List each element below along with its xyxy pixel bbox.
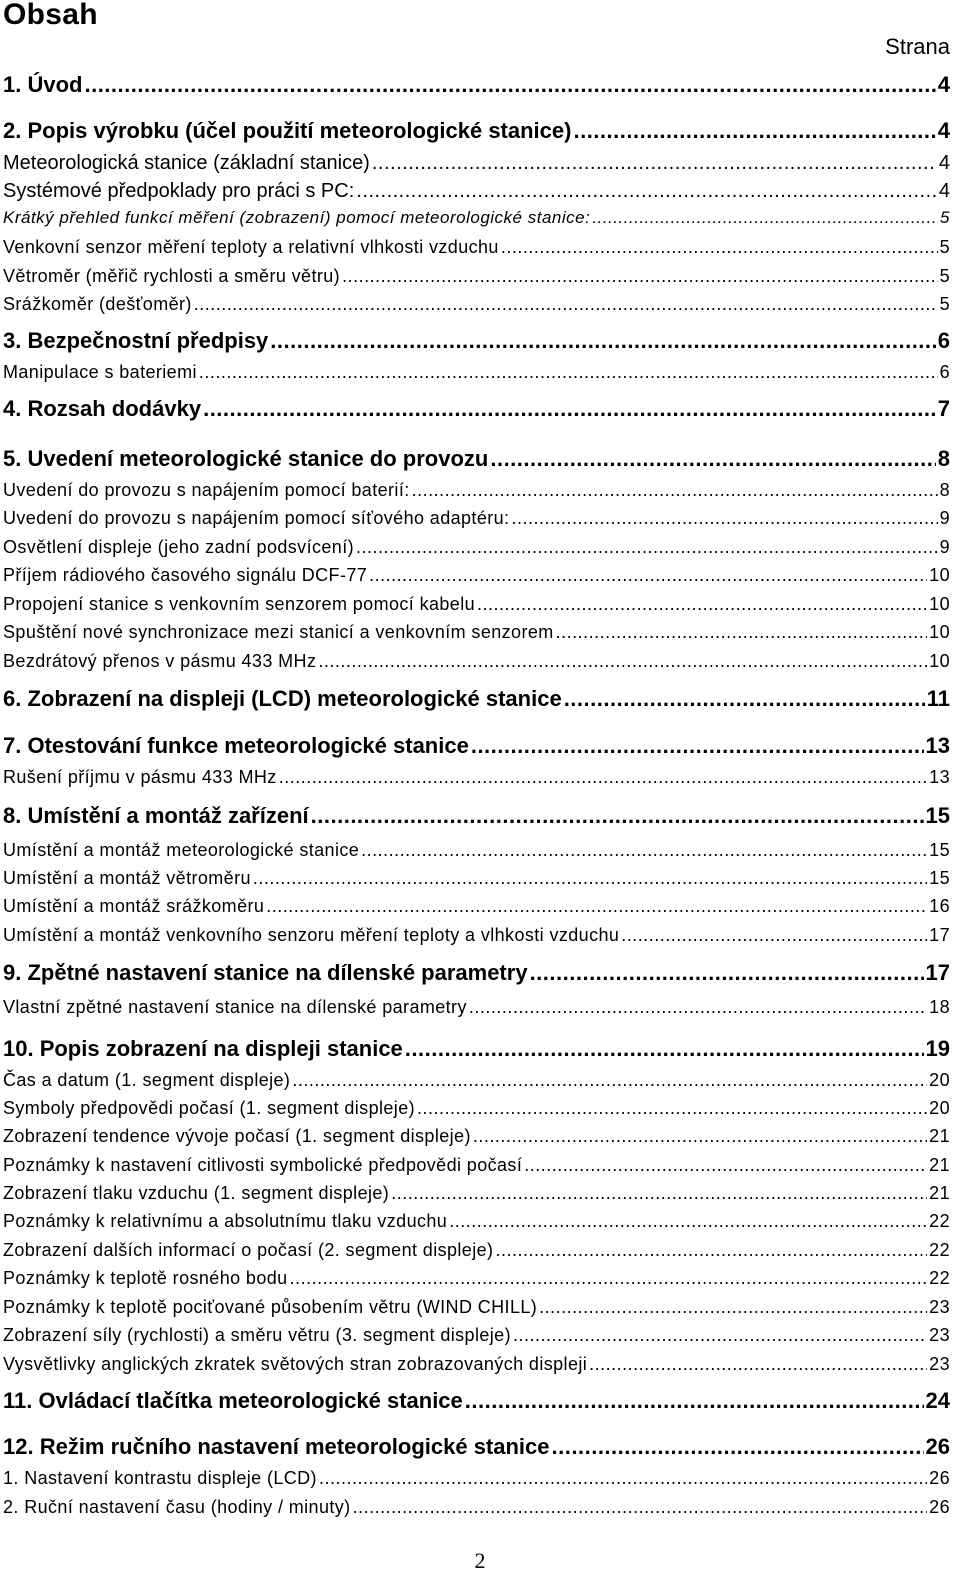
toc-entry[interactable]: [3, 767, 950, 788]
toc-leader-dots: [266, 896, 927, 917]
toc-entry[interactable]: [3, 840, 950, 861]
toc-leader-dots: [203, 396, 936, 422]
toc-entry[interactable]: [3, 733, 950, 759]
toc-entry[interactable]: [3, 651, 950, 672]
toc-leader-dots: [513, 1325, 927, 1346]
toc-entry-page: 21: [929, 1183, 950, 1203]
toc-entry-title: Umístění a montáž venkovního senzoru měření teploty a vlhkosti vzduchu: [3, 925, 620, 945]
toc-entry-title: 12. Režim ručního nastavení meteorologické stanice: [3, 1434, 550, 1459]
toc-entry-page: 4: [938, 180, 950, 202]
toc-leader-dots: [353, 1497, 928, 1518]
toc-entry[interactable]: [3, 686, 950, 712]
toc-entry-title: Větroměr (měřič rychlosti a směru větru): [3, 266, 341, 286]
toc-entry[interactable]: [3, 1297, 950, 1318]
toc-entry[interactable]: [3, 868, 950, 889]
document-title: Obsah: [3, 0, 98, 31]
toc-entry[interactable]: [3, 1211, 950, 1232]
toc-leader-dots: [524, 1155, 927, 1176]
toc-entry-page: 16: [929, 896, 950, 916]
toc-entry-page: 9: [939, 508, 950, 528]
toc-entry-title: Systémové předpoklady pro práci s PC:: [3, 180, 355, 202]
toc-entry[interactable]: [3, 1497, 950, 1518]
toc-entry-page: 17: [925, 960, 950, 985]
toc-entry-title: 7. Otestování funkce meteorologické stanice: [3, 733, 469, 758]
toc-leader-dots: [592, 208, 938, 228]
toc-entry-page: 20: [929, 1070, 950, 1090]
toc-entry-page: 15: [929, 840, 950, 860]
toc-entry-page: 10: [929, 594, 950, 614]
toc-entry-page: 21: [929, 1126, 950, 1146]
toc-leader-dots: [501, 237, 938, 258]
toc-entry[interactable]: [3, 72, 950, 98]
toc-entry[interactable]: [3, 1325, 950, 1346]
toc-leader-dots: [465, 1388, 924, 1414]
toc-leader-dots: [253, 868, 927, 889]
toc-entry[interactable]: [3, 152, 950, 175]
toc-entry-title: 2. Popis výrobku (účel použití meteorologické stanice): [3, 118, 572, 143]
toc-leader-dots: [490, 446, 935, 472]
toc-entry-title: 5. Uvedení meteorologické stanice do provozu: [3, 446, 489, 471]
toc-entry-title: 6. Zobrazení na displeji (LCD) meteorologické stanice: [3, 686, 562, 711]
toc-entry-page: 5: [939, 266, 950, 286]
toc-leader-dots: [292, 1070, 927, 1091]
toc-entry-title: Poznámky k teplotě pociťované působením větru (WIND CHILL): [3, 1297, 538, 1317]
toc-leader-dots: [319, 1468, 927, 1489]
page-number: 2: [474, 1548, 486, 1573]
toc-leader-dots: [564, 686, 925, 712]
toc-entry[interactable]: [3, 508, 950, 529]
toc-entry-title: Uvedení do provozu s napájením pomocí síťového adaptéru:: [3, 508, 510, 528]
toc-entry-page: 5: [939, 294, 950, 314]
toc-entry-title: Umístění a montáž meteorologické stanice: [3, 840, 360, 860]
toc-entry-page: 11: [926, 686, 950, 711]
toc-entry[interactable]: [3, 997, 950, 1018]
toc-entry-title: Meteorologická stanice (základní stanice): [3, 152, 370, 174]
toc-entry-page: 13: [925, 733, 950, 758]
toc-entry[interactable]: [3, 925, 950, 946]
toc-entry-page: 22: [929, 1268, 950, 1288]
toc-entry-title: Bezdrátový přenos v pásmu 433 MHz: [3, 651, 317, 671]
toc-leader-dots: [405, 1036, 924, 1062]
toc-entry-page: 8: [937, 446, 950, 471]
toc-entry[interactable]: [3, 1183, 950, 1204]
toc-entry-title: 1. Úvod: [3, 72, 83, 97]
toc-entry-title: Symboly předpovědi počasí (1. segment displeje): [3, 1098, 416, 1118]
toc-entry-page: 9: [939, 537, 950, 557]
toc-entry-title: Umístění a montáž větroměru: [3, 868, 251, 888]
toc-entry-page: 23: [929, 1354, 950, 1374]
toc-entry-page: 15: [925, 803, 950, 828]
toc-leader-dots: [469, 997, 927, 1018]
toc-leader-dots: [539, 1297, 927, 1318]
toc-leader-dots: [573, 118, 935, 144]
toc-entry-title: Čas a datum (1. segment displeje): [3, 1070, 291, 1090]
toc-entry-title: Zobrazení síly (rychlosti) a směru větru (3. segment displeje): [3, 1325, 511, 1345]
toc-leader-dots: [477, 594, 927, 615]
toc-entry-title: Poznámky k relativnímu a absolutnímu tlaku vzduchu: [3, 1211, 448, 1231]
toc-entry[interactable]: [3, 594, 950, 615]
toc-entry-page: 26: [929, 1468, 950, 1488]
toc-entry-title: Poznámky k nastavení citlivosti symbolické předpovědi počasí: [3, 1155, 523, 1175]
toc-entry-title: 9. Zpětné nastavení stanice na dílenské parametry: [3, 960, 528, 985]
toc-entry-page: 23: [929, 1325, 950, 1345]
toc-entry[interactable]: [3, 266, 950, 287]
toc-entry-title: Rušení příjmu v pásmu 433 MHz: [3, 767, 277, 787]
toc-entry[interactable]: [3, 446, 950, 472]
toc-leader-dots: [552, 1434, 924, 1460]
toc-entry[interactable]: [3, 118, 950, 144]
toc-entry-page: 22: [929, 1240, 950, 1260]
toc-leader-dots: [417, 1098, 927, 1119]
toc-entry-page: 10: [929, 565, 950, 585]
toc-entry-title: 11. Ovládací tlačítka meteorologické stanice: [3, 1388, 463, 1413]
toc-entry-title: Krátký přehled funkcí měření (zobrazení) pomocí meteorologické stanice:: [3, 208, 591, 227]
toc-entry-page: 5: [939, 237, 950, 257]
toc-entry-page: 18: [929, 997, 950, 1017]
toc-entry[interactable]: [3, 1388, 950, 1414]
toc-entry-title: Poznámky k teplotě rosného bodu: [3, 1268, 288, 1288]
toc-entry-title: 4. Rozsah dodávky: [3, 396, 202, 421]
toc-leader-dots: [621, 925, 927, 946]
toc-leader-dots: [391, 1183, 927, 1204]
toc-leader-dots: [84, 72, 935, 98]
toc-entry-page: 13: [929, 767, 950, 787]
toc-entry[interactable]: [3, 294, 950, 315]
toc-entry-title: Spuštění nové synchronizace mezi stanicí a venkovním senzorem: [3, 622, 554, 642]
toc-entry-title: 3. Bezpečnostní předpisy: [3, 328, 269, 353]
toc-entry[interactable]: [3, 1434, 950, 1460]
toc-leader-dots: [356, 180, 937, 203]
toc-entry-title: Umístění a montáž srážkoměru: [3, 896, 265, 916]
toc-entry-page: 7: [937, 396, 950, 421]
toc-leader-dots: [511, 508, 937, 529]
toc-entry[interactable]: [3, 1354, 950, 1375]
toc-entry-title: Uvedení do provozu s napájením pomocí baterií:: [3, 480, 410, 500]
toc-leader-dots: [372, 152, 937, 175]
toc-leader-dots: [471, 733, 924, 759]
toc-leader-dots: [495, 1240, 927, 1261]
toc-leader-dots: [199, 362, 938, 383]
toc-leader-dots: [589, 1354, 927, 1375]
toc-entry-title: Zobrazení tendence vývoje počasí (1. segment displeje): [3, 1126, 471, 1146]
toc-entry-page: 26: [929, 1497, 950, 1517]
toc-leader-dots: [270, 328, 935, 354]
page-column-label: Strana: [885, 34, 950, 59]
toc-entry[interactable]: [3, 328, 950, 354]
toc-entry-page: 10: [929, 651, 950, 671]
toc-entry[interactable]: [3, 803, 950, 829]
toc-entry-page: 4: [937, 118, 950, 143]
toc-leader-dots: [556, 622, 928, 643]
toc-entry-page: 4: [937, 72, 950, 97]
toc-leader-dots: [194, 294, 938, 315]
toc-entry-title: Zobrazení dalších informací o počasí (2. segment displeje): [3, 1240, 494, 1260]
toc-entry-page: 20: [929, 1098, 950, 1118]
toc-entry-page: 22: [929, 1211, 950, 1231]
toc-entry-page: 21: [929, 1155, 950, 1175]
toc-entry-page: 6: [937, 328, 950, 353]
toc-entry-title: Osvětlení displeje (jeho zadní podsvícení): [3, 537, 354, 557]
toc-entry-title: Příjem rádiového časového signálu DCF-77: [3, 565, 368, 585]
toc-entry[interactable]: [3, 396, 950, 422]
toc-entry-title: Vlastní zpětné nastavení stanice na dílenské parametry: [3, 997, 467, 1017]
toc-entry-title: 2. Ruční nastavení času (hodiny / minuty): [3, 1497, 351, 1517]
toc-leader-dots: [356, 537, 938, 558]
toc-entry[interactable]: [3, 622, 950, 643]
toc-entry[interactable]: [3, 896, 950, 917]
toc-leader-dots: [361, 840, 927, 861]
toc-leader-dots: [342, 266, 938, 287]
toc-entry-page: 10: [929, 622, 950, 642]
toc-leader-dots: [473, 1126, 927, 1147]
toc-entry[interactable]: [3, 362, 950, 383]
toc-entry[interactable]: [3, 960, 950, 986]
toc-leader-dots: [318, 651, 927, 672]
toc-leader-dots: [530, 960, 924, 986]
toc-entry-title: Manipulace s bateriemi: [3, 362, 197, 382]
toc-leader-dots: [369, 565, 927, 586]
toc-entry[interactable]: [3, 480, 950, 501]
toc-entry-page: 24: [925, 1388, 950, 1413]
toc-entry-page: 6: [939, 362, 950, 382]
toc-entry[interactable]: [3, 1036, 950, 1062]
toc-entry[interactable]: [3, 1468, 950, 1489]
toc-entry-page: 19: [925, 1036, 950, 1061]
toc-entry-title: 1. Nastavení kontrastu displeje (LCD): [3, 1468, 317, 1488]
toc-entry[interactable]: [3, 1268, 950, 1289]
toc-entry-title: 8. Umístění a montáž zařízení: [3, 803, 309, 828]
toc-entry[interactable]: [3, 1240, 950, 1261]
toc-entry-page: 15: [929, 868, 950, 888]
toc-entry[interactable]: [3, 1098, 950, 1119]
toc-leader-dots: [279, 767, 927, 788]
toc-entry[interactable]: [3, 180, 950, 203]
toc-entry-title: 10. Popis zobrazení na displeji stanice: [3, 1036, 403, 1061]
toc-entry[interactable]: [3, 208, 950, 228]
toc-entry[interactable]: [3, 1070, 950, 1091]
toc-entry-title: Venkovní senzor měření teploty a relativní vlhkosti vzduchu: [3, 237, 499, 257]
toc-leader-dots: [449, 1211, 927, 1232]
toc-entry-page: 26: [925, 1434, 950, 1459]
toc-leader-dots: [412, 480, 938, 501]
toc-leader-dots: [311, 803, 924, 829]
toc-entry[interactable]: [3, 537, 950, 558]
toc-entry[interactable]: [3, 237, 950, 258]
toc-entry-title: Zobrazení tlaku vzduchu (1. segment displeje): [3, 1183, 390, 1203]
toc-entry-page: 5: [940, 208, 950, 227]
toc-entry-page: 8: [939, 480, 950, 500]
toc-entry-page: 4: [938, 152, 950, 174]
toc-entry[interactable]: [3, 1126, 950, 1147]
toc-entry[interactable]: [3, 1155, 950, 1176]
toc-leader-dots: [290, 1268, 928, 1289]
toc-entry[interactable]: [3, 565, 950, 586]
toc-entry-title: Vysvětlivky anglických zkratek světových stran zobrazovaných displeji: [3, 1354, 588, 1374]
toc-entry-title: Srážkoměr (dešťoměr): [3, 294, 192, 314]
toc-entry-page: 23: [929, 1297, 950, 1317]
toc-entry-page: 17: [929, 925, 950, 945]
toc-entry-title: Propojení stanice s venkovním senzorem pomocí kabelu: [3, 594, 476, 614]
